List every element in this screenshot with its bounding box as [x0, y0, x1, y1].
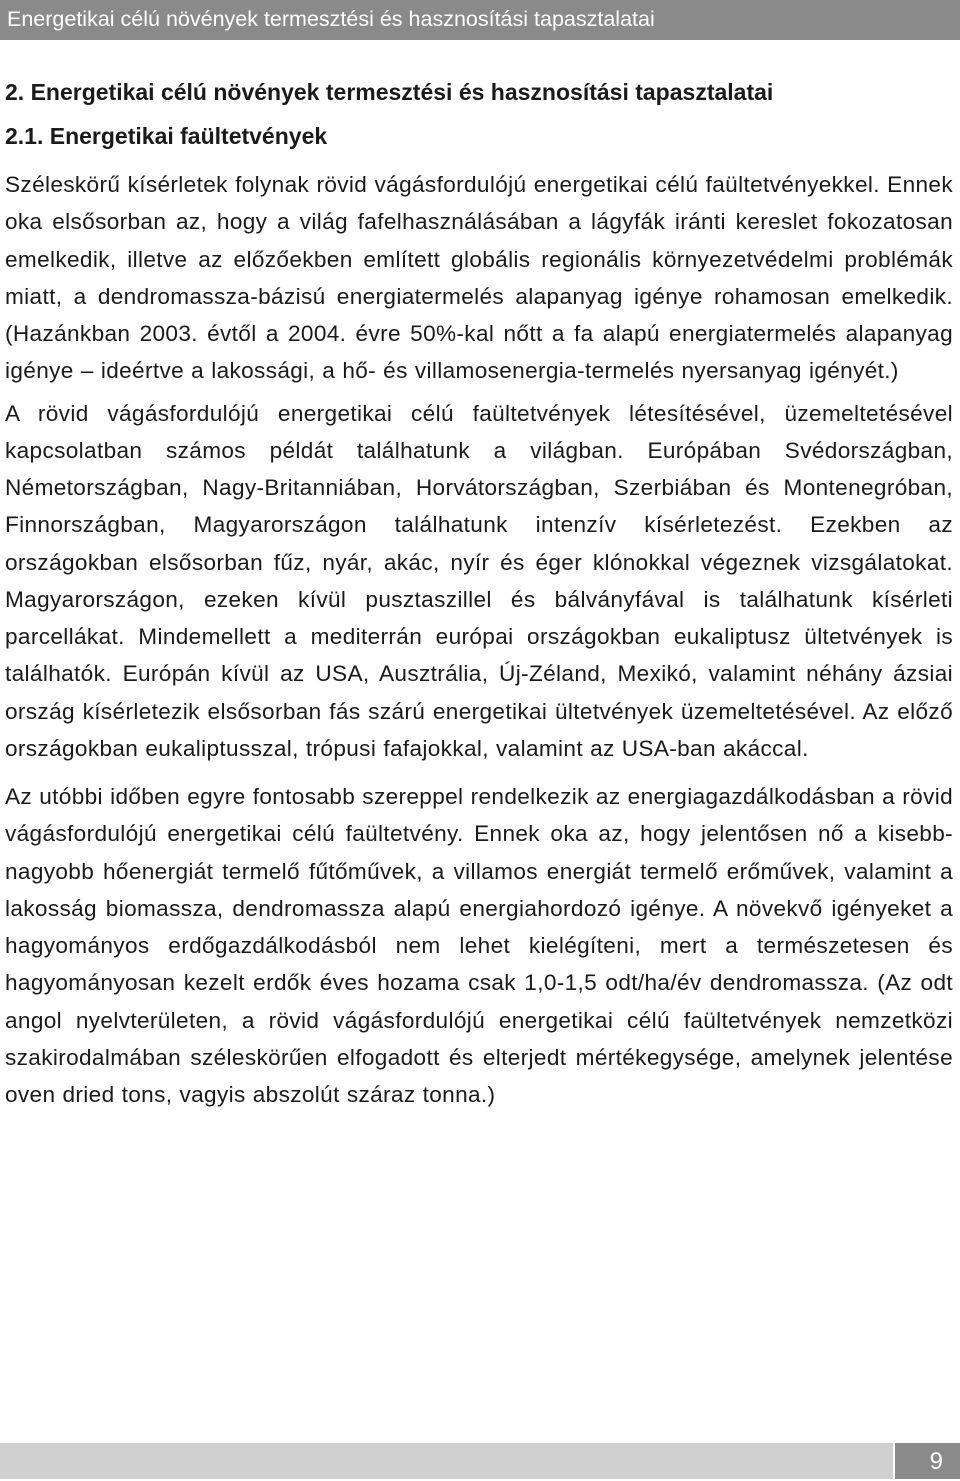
footer-bar [0, 1443, 893, 1479]
page-number-box [895, 1443, 960, 1479]
section-title: 2.1. Energetikai faültetvények [5, 123, 328, 149]
page-body [5, 72, 953, 1113]
page-number: 9 [929, 1448, 943, 1475]
paragraph: A rövid vágásfordulójú energetikai célú faültetvények létesítésével, üzemeltetésével kapcsolatban számos példát találhatunk a világban. Európában Svédországban, Németországban, Nagy-Britanniában, Horvátországban, Szerbiában és Montenegróban, Finnországban, Magyarországon találhatunk intenzív kísérletezést. Ezekben az országokban elsősorban fűz, nyár, akác, nyír és éger klónokkal végeznek vizsgálatokat. Magyarországon, ezeken kívül pusztaszillel és bálványfával is találhatunk kísérleti parcellákat. Mindemellett a mediterrán európai országokban eukaliptusz ültetvények is találhatók. Európán kívül az USA, Ausztrália, Új-Zéland, Mexikó, valamint néhány ázsiai ország kísérletezik elsősorban fás szárú energetikai ültetvények üzemeltetésével. Az előző országokban eukaliptusszal, trópusi fafajokkal, valamint az USA-ban akáccal. [5, 400, 953, 761]
paragraph: Az utóbbi időben egyre fontosabb szereppel rendelkezik az energiagazdálkodásban a rövid vágásfordulójú energetikai célú faültetvény. Ennek oka az, hogy jelentősen nő a kisebb-nagyobb hőenergiát termelő fűtőművek, a villamos energiát termelő erőművek, valamint a lakosság biomassza, dendromassza alapú energiahordozó igénye. A növekvő igényeket a hagyományos erdőgazdálkodásból nem lehet kielégíteni, mert a természetesen és hagyományosan kezelt erdők éves hozama csak 1,0-1,5 odt/ha/év dendromassza. (Az odt angol nyelvterületen, a rövid vágásfordulójú energetikai célú faültetvények nemzetközi szakirodalmában széleskörűen elfogadott és elterjedt mértékegysége, amelynek jelentése oven dried tons, vagyis abszolút száraz tonna.) [5, 784, 953, 1107]
running-header [0, 0, 960, 40]
chapter-title: 2. Energetikai célú növények termesztési és hasznosítási tapasztalatai [5, 79, 774, 105]
running-header-title: Energetikai célú növények termesztési és hasznosítási tapasztalatai [7, 7, 655, 31]
paragraph: Széleskörű kísérletek folynak rövid vágásfordulójú energetikai célú faültetvényekkel. Ennek oka elsősorban az, hogy a világ fafelhasználásában a lágyfák iránti kereslet fokozatosan emelkedik, illetve az előzőekben említett globális regionális környezetvédelmi problémák miatt, a dendromassza-bázisú energiatermelés alapanyag igénye rohamosan emelkedik. (Hazánkban 2003. évtől a 2004. évre 50%-kal nőtt a fa alapú energiatermelés alapanyag igénye – ideértve a lakossági, a hő- és villamosenergia-termelés nyersanyag igényét.) [5, 172, 953, 384]
